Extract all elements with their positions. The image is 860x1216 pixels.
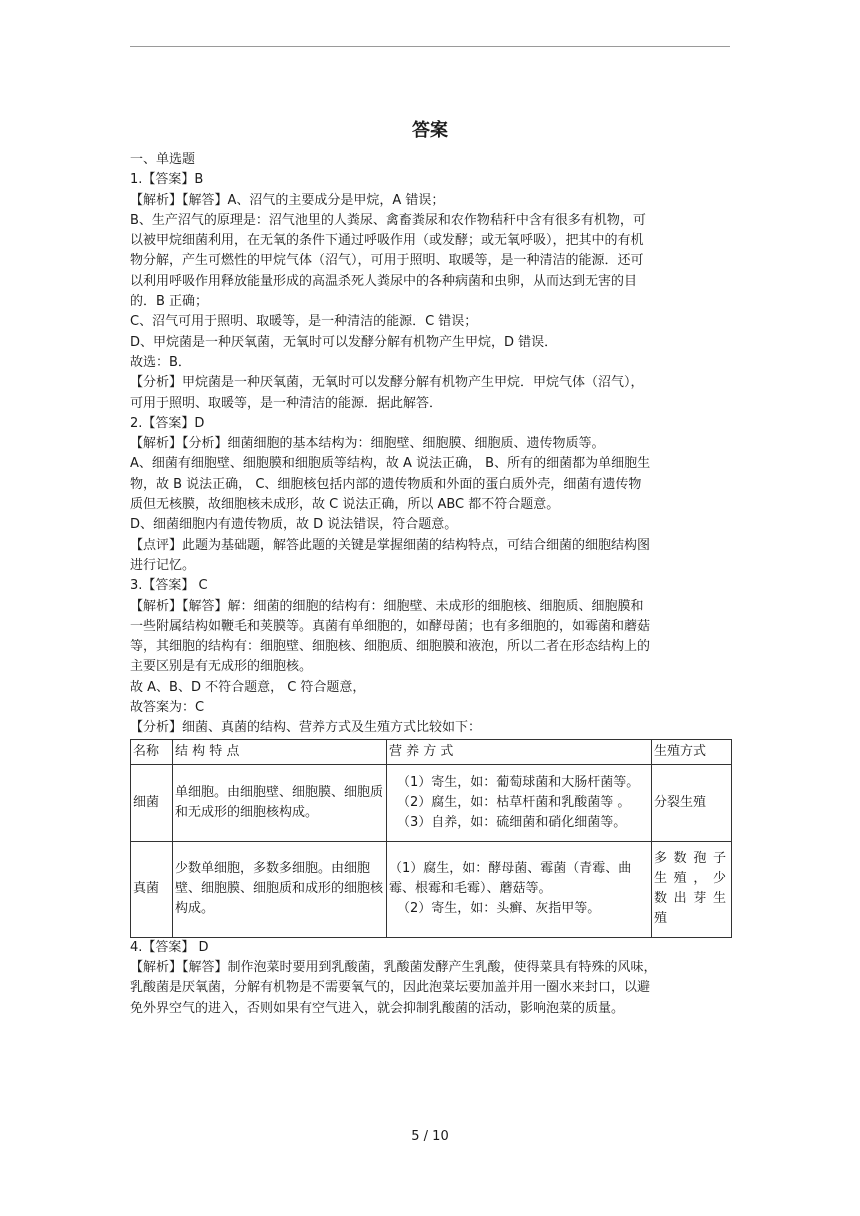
table-header-cell: 营 养 方 式: [387, 739, 652, 764]
text-line: 进行记忆。: [130, 557, 196, 573]
text-line: 【分析】细菌、真菌的结构、营养方式及生殖方式比较如下：: [130, 720, 482, 736]
answer-text-top: [130, 150, 730, 739]
nutrition-item: （3）自养，如：硫细菌和硝化细菌等。: [397, 814, 627, 830]
text-line: 【解析】【解答】解：细菌的细胞的结构有：细胞壁、未成形的细胞核、细胞质、细胞膜和: [130, 598, 644, 614]
table-header-cell: 结 构 特 点: [173, 739, 387, 764]
text-line: B、生产沼气的原理是：沼气池里的人粪尿、禽畜粪尿和农作物秸秆中含有很多有机物，可: [130, 212, 646, 228]
answer-content: [130, 150, 730, 1019]
page-title: 答案: [412, 120, 448, 141]
text-line: 故答案为：C: [130, 700, 205, 716]
text-line: 物分解，产生可燃性的甲烷气体（沼气），可用于照明、取暖等，是一种清洁的能源．还可: [130, 253, 644, 269]
organism-name-cell: 细菌: [131, 764, 173, 841]
organism-name-cell: 真菌: [131, 841, 173, 937]
text-line: 4.【答案】 D: [130, 939, 209, 955]
text-line: 以利用呼吸作用释放能量形成的高温杀死人粪尿中的各种病菌和虫卵，从而达到无害的目: [130, 273, 638, 289]
text-line: 故 A、B、D 不符合题意， C 符合题意，: [130, 679, 366, 695]
nutrition-item: （1）寄生，如：葡萄球菌和大肠杆菌等。: [397, 774, 640, 790]
text-line: 【点评】此题为基础题，解答此题的关键是掌握细菌的结构特点，可结合细菌的细胞结构图: [130, 537, 651, 553]
text-line: 一些附属结构如鞭毛和荚膜等。真菌有单细胞的，如酵母菌；也有多细胞的，如霉菌和蘑菇: [130, 618, 651, 634]
text-line: 主要区别是有无成形的细胞核。: [130, 659, 313, 675]
text-line: C、沼气可用于照明、取暖等，是一种清洁的能源．C 错误；: [130, 314, 478, 330]
page-number: 5 / 10: [411, 1129, 449, 1144]
text-line: D、细菌细胞内有遗传物质，故 D 说法错误，符合题意。: [130, 517, 458, 533]
text-line: D、甲烷菌是一种厌氧菌，无氧时可以发酵分解有机物产生甲烷，D 错误．: [130, 334, 558, 350]
text-line: 以被甲烷细菌利用，在无氧的条件下通过呼吸作用（或发酵；或无氧呼吸），把其中的有机: [130, 233, 644, 249]
text-line: 故选：B．: [130, 354, 191, 370]
answer-text-bottom: [130, 938, 730, 1019]
text-line: 免外界空气的进入，否则如果有空气进入，就会抑制乳酸菌的活动，影响泡菜的质量。: [130, 1000, 625, 1016]
text-line: A、细菌有细胞壁、细胞膜和细胞质等结构，故 A 说法正确， B、所有的细菌都为单细胞生: [130, 456, 651, 472]
text-line: 【分析】甲烷菌是一种厌氧菌，无氧时可以发酵分解有机物产生甲烷．甲烷气体（沼气），: [130, 375, 644, 391]
text-line: 等，其细胞的结构有：细胞壁、细胞核、细胞质、细胞膜和液泡，所以二者在形态结构上的: [130, 639, 651, 655]
text-line: 2.【答案】D: [130, 415, 205, 431]
text-line: 1.【答案】B: [130, 172, 204, 188]
table-header-row: [131, 739, 732, 764]
reproduction-cell: 分裂生殖: [652, 764, 732, 841]
text-line: 乳酸菌是厌氧菌，分解有机物是不需要氧气的，因此泡菜坛要加盖并用一圈水来封口，以避: [130, 980, 651, 996]
nutrition-cell: [387, 764, 652, 841]
text-line: 【解析】【解答】A、沼气的主要成分是甲烷，A 错误；: [130, 192, 445, 208]
text-line: 一、单选题: [130, 152, 196, 167]
header-rule: [130, 46, 730, 47]
nutrition-item: （1）腐生，如：酵母菌、霉菌（青霉、曲霉、根霉和毛霉）、蘑菇等。: [389, 861, 632, 897]
text-line: 3.【答案】 C: [130, 578, 208, 594]
text-line: 【解析】【分析】细菌细胞的基本结构为：细胞壁、细胞膜、细胞质、遗传物质等。: [130, 436, 605, 452]
nutrition-cell: [387, 841, 652, 937]
text-line: 可用于照明、取暖等，是一种清洁的能源．据此解答．: [130, 395, 443, 411]
comparison-table: [130, 739, 732, 938]
reproduction-cell: 多数孢子生殖，少数出芽生殖: [652, 841, 732, 937]
table-row: [131, 841, 732, 937]
text-line: 的．B 正确；: [130, 294, 209, 310]
structure-cell: 少数单细胞，多数多细胞。由细胞壁、细胞膜、细胞质和成形的细胞核构成。: [173, 841, 387, 937]
text-line: 物，故 B 说法正确， C、细胞核包括内部的遗传物质和外面的蛋白质外壳，细菌有遗传物: [130, 476, 642, 492]
table-row: [131, 764, 732, 841]
nutrition-item: （2）腐生，如：枯草杆菌和乳酸菌等 。: [397, 794, 631, 810]
text-line: 质但无核膜，故细胞核未成形，故 C 说法正确，所以 ABC 都不符合题意。: [130, 497, 560, 513]
table-header-cell: 生殖方式: [652, 739, 732, 764]
nutrition-item: （2）寄生，如：头癣、灰指甲等。: [397, 901, 601, 917]
structure-cell: 单细胞。由细胞壁、细胞膜、细胞质和无成形的细胞核构成。: [173, 764, 387, 841]
text-line: 【解析】【解答】制作泡菜时要用到乳酸菌，乳酸菌发酵产生乳酸，使得菜具有特殊的风味，: [130, 959, 657, 975]
table-header-cell: 名称: [131, 739, 173, 764]
